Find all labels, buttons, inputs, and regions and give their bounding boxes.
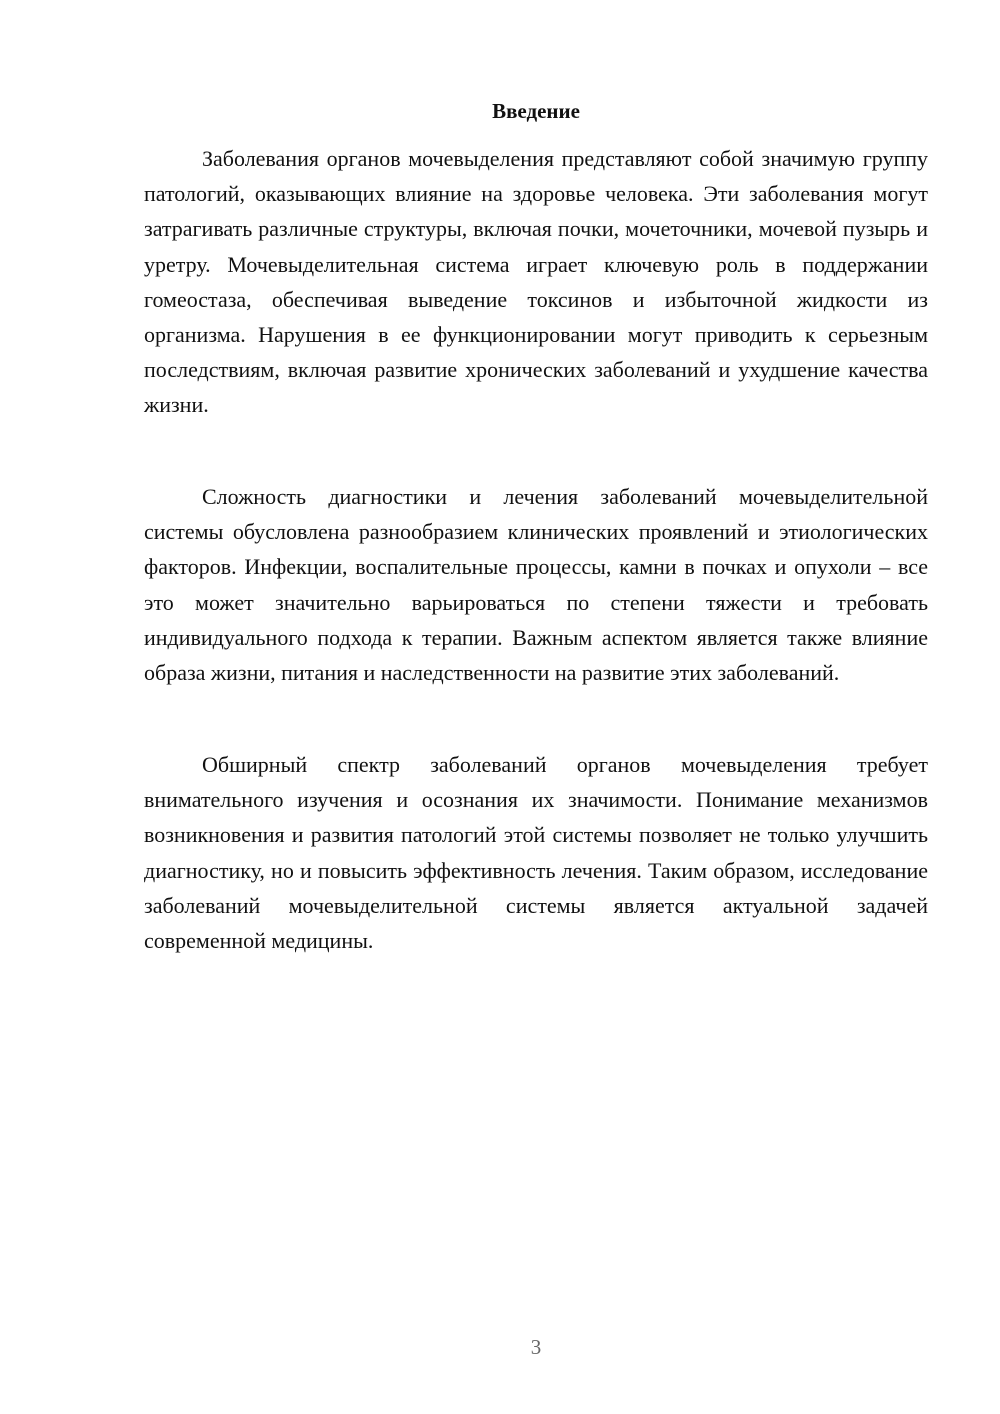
paragraph-2: Сложность диагностики и лечения заболеваний мочевыделительной системы обусловлена разнообразием клинических проявлений и этиологических факторов. Инфекции, воспалительные процессы, камни в почках и опухоли – все это может значительно варьироваться по степени тяжести и требовать индивидуального подхода к терапии. Важным аспектом является также влияние образа жизни, питания и наследственности на развитие этих заболеваний. <box>144 484 928 686</box>
paragraph-3: Обширный спектр заболеваний органов мочевыделения требует внимательного изучения и осознания их значимости. Понимание механизмов возникновения и развития патологий этой системы позволяет не только улучшить диагностику, но и повысить эффективность лечения. Таким образом, исследование заболеваний мочевыделительной системы является актуальной задачей современной медицины. <box>144 752 928 954</box>
section-heading: Введение <box>492 99 580 123</box>
page-number: 3 <box>530 1335 542 1359</box>
paragraph-1: Заболевания органов мочевыделения представляют собой значимую группу патологий, оказывающих влияние на здоровье человека. Эти заболевания могут затрагивать различные структуры, включая почки, мочеточники, мочевой пузырь и уретру. Мочевыделительная система играет ключевую роль в поддержании гомеостаза, обеспечивая выведение токсинов и избыточной жидкости из организма. Нарушения в ее функционировании могут приводить к серьезным последствиям, включая развитие хронических заболеваний и ухудшение качества жизни. <box>144 146 928 418</box>
